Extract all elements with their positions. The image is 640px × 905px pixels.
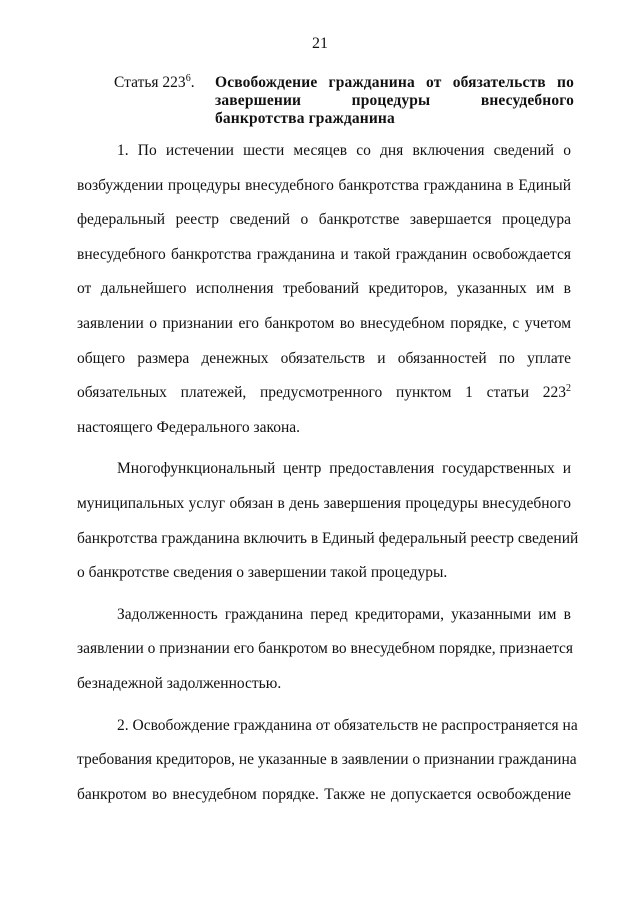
text-line: федеральный реестр сведений о банкротстве завершается процедура	[77, 211, 571, 229]
text-line: безнадежной задолженностью.	[77, 674, 282, 692]
paragraph-3	[77, 598, 574, 702]
text-line: о банкротстве сведения о завершении такой процедуры.	[77, 564, 448, 582]
article-label-prefix: Статья 223	[114, 74, 186, 91]
text-line: банкротства гражданина включить в Единый федеральный реестр сведений	[77, 529, 579, 547]
text-line: 1. По истечении шести месяцев со дня включения сведений о	[117, 142, 571, 159]
text-line: возбуждении процедуры внесудебного банкротства гражданина в Единый	[77, 176, 571, 194]
paragraph-2	[77, 452, 579, 590]
text-line-with-superscript	[77, 376, 571, 411]
text-line: заявлении о признании его банкротом во внесудебном порядке, с учетом	[77, 314, 571, 332]
text-line-content: обязательных платежей, предусмотренного пунктом 1 статьи 223	[77, 384, 566, 402]
text-line: Многофункциональный центр предоставления государственных и	[117, 460, 571, 478]
text-line: 2. Освобождение гражданина от обязательств не распространяется на	[117, 716, 578, 734]
text-line: требования кредиторов, не указанные в заявлении о признании гражданина	[77, 751, 577, 769]
article-label-superscript: 6	[185, 72, 191, 84]
text-line: банкротом во внесудебном порядке. Также не допускается освобождение	[77, 785, 571, 803]
text-line: общего размера денежных обязательств и обязанностей по уплате	[77, 349, 571, 367]
article-label-suffix: .	[190, 74, 195, 91]
text-line: Задолженность гражданина перед кредиторами, указанными им в	[117, 605, 571, 623]
page-number: 21	[312, 35, 328, 52]
text-line: настоящего Федерального закона.	[77, 418, 301, 436]
article-body	[77, 134, 579, 812]
paragraph-1	[77, 134, 571, 445]
paragraph-4	[77, 709, 578, 813]
article-heading	[114, 74, 574, 128]
text-line: внесудебного банкротства гражданина и такой гражданин освобождается	[77, 245, 571, 263]
text-line: заявлении о признании его банкротом во внесудебном порядке, признается	[77, 640, 574, 658]
article-title: Освобождение гражданина от обязательств по завершении процедуры внесудебного банкротства гражданина	[215, 74, 574, 127]
statute-superscript: 2	[566, 383, 571, 394]
article-label	[114, 74, 215, 128]
text-line: муниципальных услуг обязан в день завершения процедуры внесудебного	[77, 494, 571, 512]
text-line: от дальнейшего исполнения требований кредиторов, указанных им в	[77, 280, 571, 298]
